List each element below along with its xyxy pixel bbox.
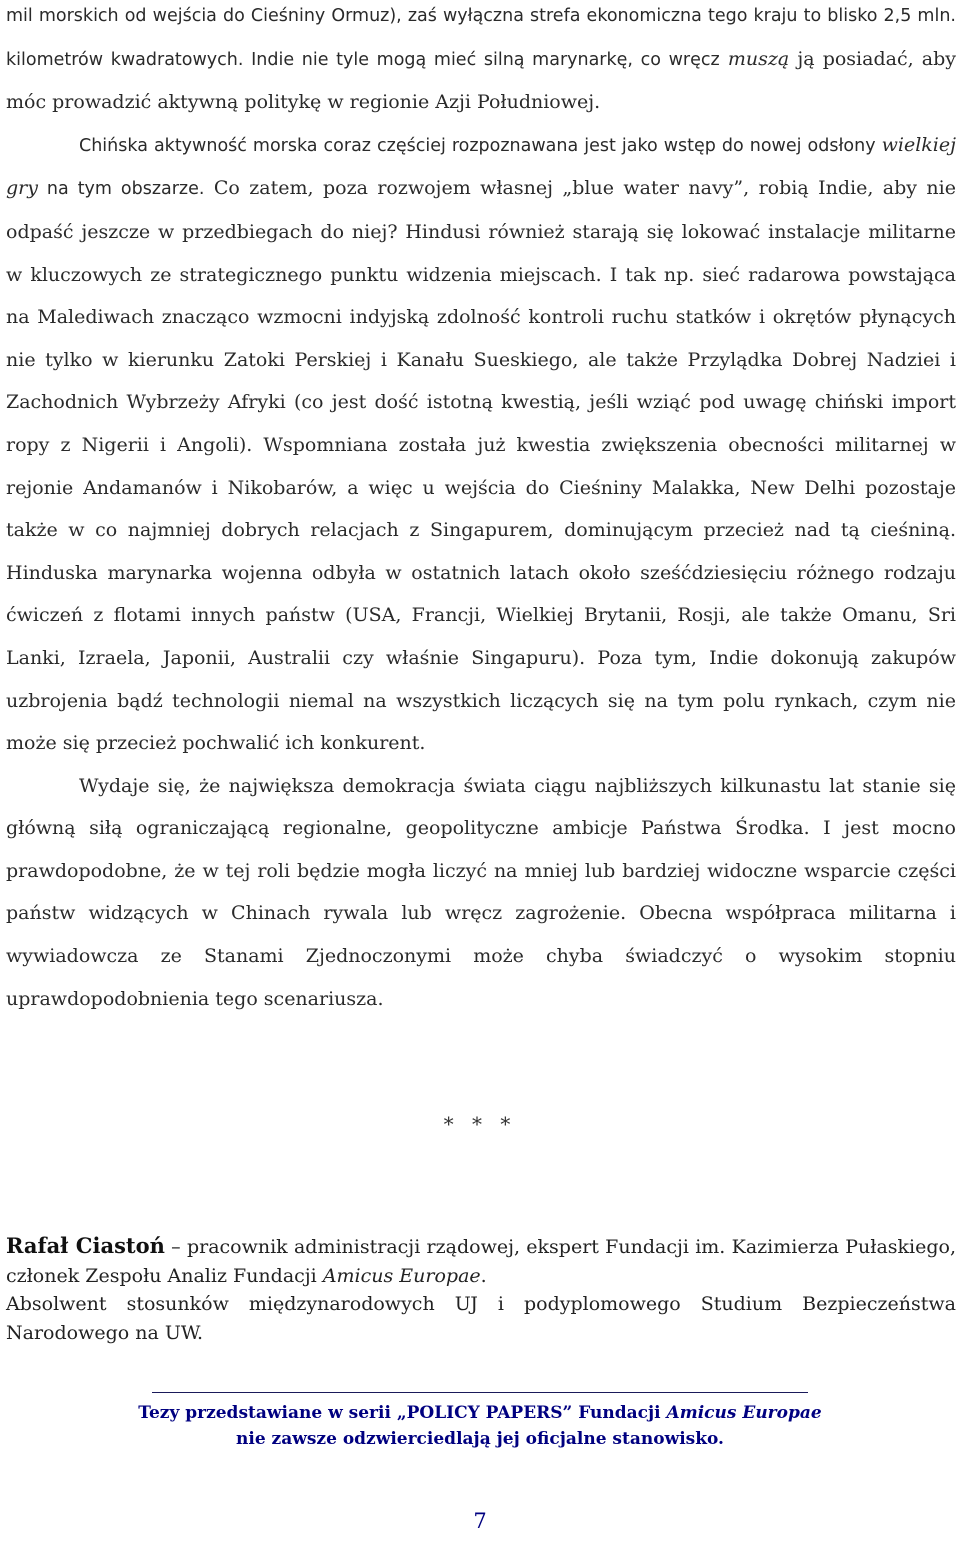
author-name: Rafał Ciastoń [6, 1233, 165, 1258]
paragraph-1-text: mil morskich od wejścia do Cieśniny Ormuz), zaś wyłączna strefa ekonomiczna tego kraju to blisko 2,5 mln. kilometrów kwadratowych. Indie nie tyle mogą mieć silną marynarkę, co wręcz [6, 6, 956, 70]
page-number: 7 [473, 1509, 487, 1533]
author-foundation-name: Amicus Europae [322, 1264, 481, 1287]
paragraph-1 [6, 0, 956, 124]
author-note [6, 1232, 956, 1347]
paragraph-1-end: ją posiadać, aby móc prowadzić aktywną politykę w regionie Azji Południowej. [6, 47, 956, 114]
disclaimer-text-1: Tezy przedstawiane w serii „POLICY PAPERS” Fundacji [138, 1403, 667, 1423]
disclaimer-line-2: nie zawsze odzwierciedlają jej oficjalne stanowisko. [236, 1429, 724, 1449]
author-education: Absolwent stosunków międzynarodowych UJ i podyplomowego Studium Bezpieczeństwa Narodowego na UW. [6, 1293, 956, 1344]
emphasis-muszą: muszą [727, 47, 790, 70]
disclaimer-line-1 [0, 1400, 960, 1426]
disclaimer-foundation-name: Amicus Europae [666, 1403, 822, 1423]
author-line [6, 1232, 956, 1290]
paragraph-2-start: Chińska aktywność morska coraz częściej rozpoznawana jest jako wstęp do nowej odsłony [79, 135, 882, 156]
paragraph-2-mid: na tym obszarze. [37, 179, 205, 200]
paragraph-3: Wydaje się, że największa demokracja świata ciągu najbliższych kilkunastu lat stanie się główną siłą ograniczającą regionalne, geopolityczne ambicje Państwa Środka. I jest mocno prawdopodobne, że w tej roli będzie mogła liczyć na mniej lub bardziej widoczne wsparcie części państw widzących w Chinach rywala lub wręcz zagrożenie. Obecna współpraca militarna i wywiadowcza ze Stanami Zjednoczonymi może chyba świadczyć o wysokim stopniu uprawdopodobnienia tego scenariusza. [6, 774, 956, 1010]
paragraph-2 [6, 124, 956, 765]
body-text [6, 0, 956, 1020]
author-desc-end: . [480, 1264, 487, 1287]
disclaimer-footnote [0, 1400, 960, 1452]
section-separator: * * * [443, 1112, 517, 1136]
author-desc: – pracownik administracji rządowej, ekspert Fundacji im. Kazimierza Pułaskiego, członek Zespołu Analiz Fundacji [6, 1236, 956, 1287]
paragraph-2-rest: Co zatem, poza rozwojem własnej „blue water navy”, robią Indie, aby nie odpaść jeszcze w przedbiegach do niej? Hindusi również starają się lokować instalacje militarne w kluczowych ze strategicznego punktu widzenia miejscach. I tak np. sieć radarowa powstająca na Malediwach znacząco wzmocni indyjską zdolność kontroli ruchu statków i okrętów płynących nie tylko w kierunku Zatoki Perskiej i Kanału Sueskiego, ale także Przylądka Dobrej Nadziei i Zachodnich Wybrzeży Afryki (co jest dość istotną kwestią, jeśli wziąć pod uwagę chiński import ropy z Nigerii i Angoli). Wspomniana została już kwestia zwiększenia obecności militarnej w rejonie Andamanów i Nikobarów, a więc u wejścia do Cieśniny Malakka, New Delhi pozostaje także w co najmniej dobrych relacjach z Singapurem, dominującym przecież nad tą cieśniną. Hinduska marynarka wojenna odbyła w ostatnich latach około sześćdziesięciu różnego rodzaju ćwiczeń z flotami innych państw (USA, Francji, Wielkiej Brytanii, Rosji, ale także Omanu, Sri Lanki, Izraela, Japonii, Australii czy właśnie Singapuru). Poza tym, Indie dokonują zakupów uzbrojenia bądź technologii niemal na wszystkich liczących się na tym polu rynkach, czym nie może się przecież pochwalić ich konkurent. [6, 177, 956, 755]
emphasis-wielkiej-gry: wielkiej gry [6, 133, 956, 200]
footnote-rule [152, 1392, 808, 1393]
